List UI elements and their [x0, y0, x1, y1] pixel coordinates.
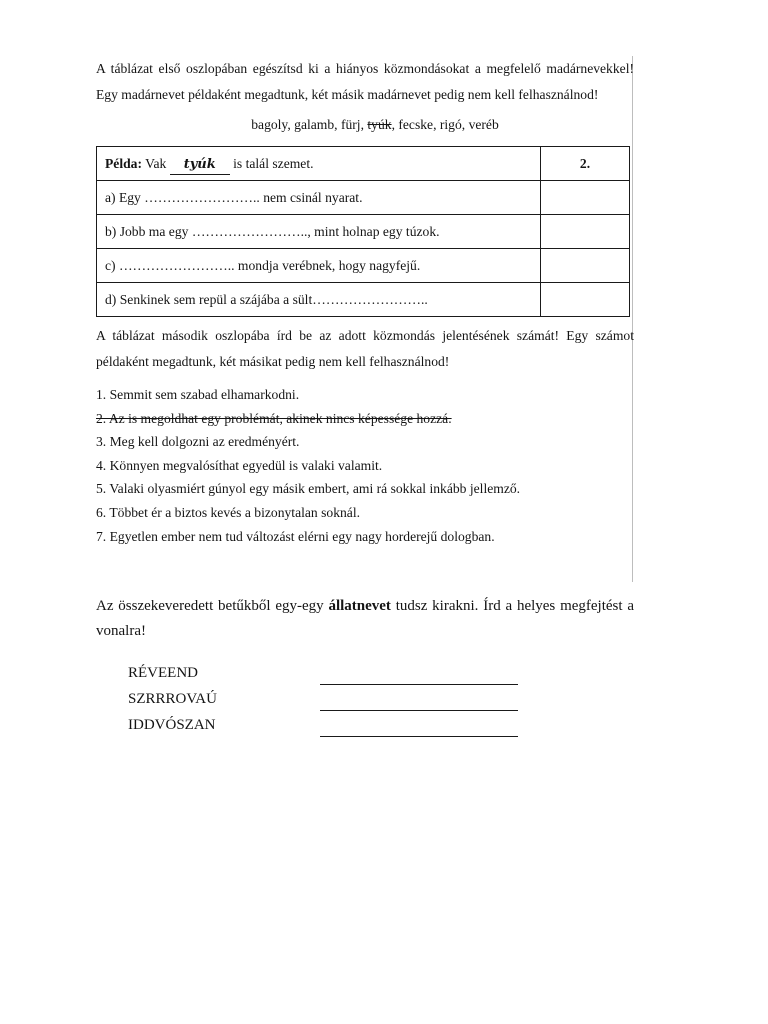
list-item: 5. Valaki olyasmiért gúnyol egy másik embert, ami rá sokkal inkább jellemző.: [96, 481, 521, 497]
proverb-cell[interactable]: a) Egy …………………….. nem csinál nyarat.: [97, 181, 541, 215]
scrambled-word: RÉVEEND: [128, 664, 198, 681]
proverb-cell[interactable]: b) Jobb ma egy …………………….., mint holnap egy túzok.: [97, 215, 541, 249]
list-item: 4. Könnyen megvalósíthat egyedül is valaki valamit.: [96, 457, 383, 473]
list-item: 3. Meg kell dolgozni az eredményért.: [96, 434, 300, 450]
scrambled-word-list: [128, 660, 518, 738]
list-item: 7. Egyetlen ember nem tud változást elérni egy nagy horderejű dologban.: [96, 528, 495, 544]
example-number: 2.: [541, 147, 630, 181]
bird-list-struck: tyúk: [367, 117, 392, 132]
example-label: Példa:: [105, 155, 142, 171]
example-answer: tyúk: [170, 156, 230, 175]
worksheet-part-2: [96, 594, 634, 644]
task3-instruction-before: Az összekeveredett betűkből egy-egy: [96, 598, 329, 614]
meaning-number-cell[interactable]: [541, 249, 630, 283]
list-item: 1. Semmit sem szabad elhamarkodni.: [96, 387, 300, 402]
proverb-table: [96, 146, 630, 317]
example-after: is talál szemet.: [233, 155, 314, 171]
proverb-cell[interactable]: c) …………………….. mondja verébnek, hogy nagyfejű.: [97, 249, 541, 283]
meaning-number-cell[interactable]: [541, 215, 630, 249]
table-row: [97, 283, 630, 317]
list-item: [128, 686, 518, 712]
example-cell: [97, 147, 541, 181]
task1-instruction: A táblázat első oszlopában egészítsd ki a hiányos közmondásokat a megfelelő madárnevekkel! Egy madárnevet példaként megadtunk, két másik madárnevet pedig nem kell felhasználnod!: [96, 61, 634, 102]
task2-instruction: A táblázat második oszlopába írd be az adott közmondás jelentésének számát! Egy számot példaként megadtunk, két másikat pedig nem kell felhasználnod!: [96, 328, 634, 369]
answer-line[interactable]: [320, 722, 518, 737]
task3-instruction-bold: állatnevet: [328, 598, 391, 614]
table-row: [97, 249, 630, 283]
answer-line[interactable]: [320, 696, 518, 711]
bird-list-after: , fecske, rigó, veréb: [391, 117, 499, 132]
list-item: 2. Az is megoldhat egy problémát, akinek nincs képessége hozzá.: [96, 410, 452, 426]
task3-instruction-after: tudsz kirakni. Írd a helyes megfejtést a vonalra!: [96, 598, 634, 639]
answer-line[interactable]: [320, 670, 518, 685]
scrambled-word: SZRRROVAÚ: [128, 690, 217, 707]
task3-instruction: [96, 594, 634, 644]
proverb-cell[interactable]: d) Senkinek sem repül a szájába a sült……………………..: [97, 283, 541, 317]
scrambled-word: IDDVÓSZAN: [128, 716, 216, 733]
list-item: 6. Többet ér a biztos kevés a bizonytalan soknál.: [96, 504, 360, 520]
bird-list-before: bagoly, galamb, fürj,: [251, 117, 368, 132]
meaning-list: [96, 383, 634, 548]
table-row: [97, 215, 630, 249]
worksheet-part-1: [96, 56, 634, 548]
table-row-example: [97, 147, 630, 181]
meaning-number-cell[interactable]: [541, 181, 630, 215]
list-item: [128, 712, 518, 738]
table-row: [97, 181, 630, 215]
list-item: [128, 660, 518, 686]
example-before: Vak: [145, 155, 167, 171]
bird-list: [96, 112, 634, 138]
meaning-number-cell[interactable]: [541, 283, 630, 317]
